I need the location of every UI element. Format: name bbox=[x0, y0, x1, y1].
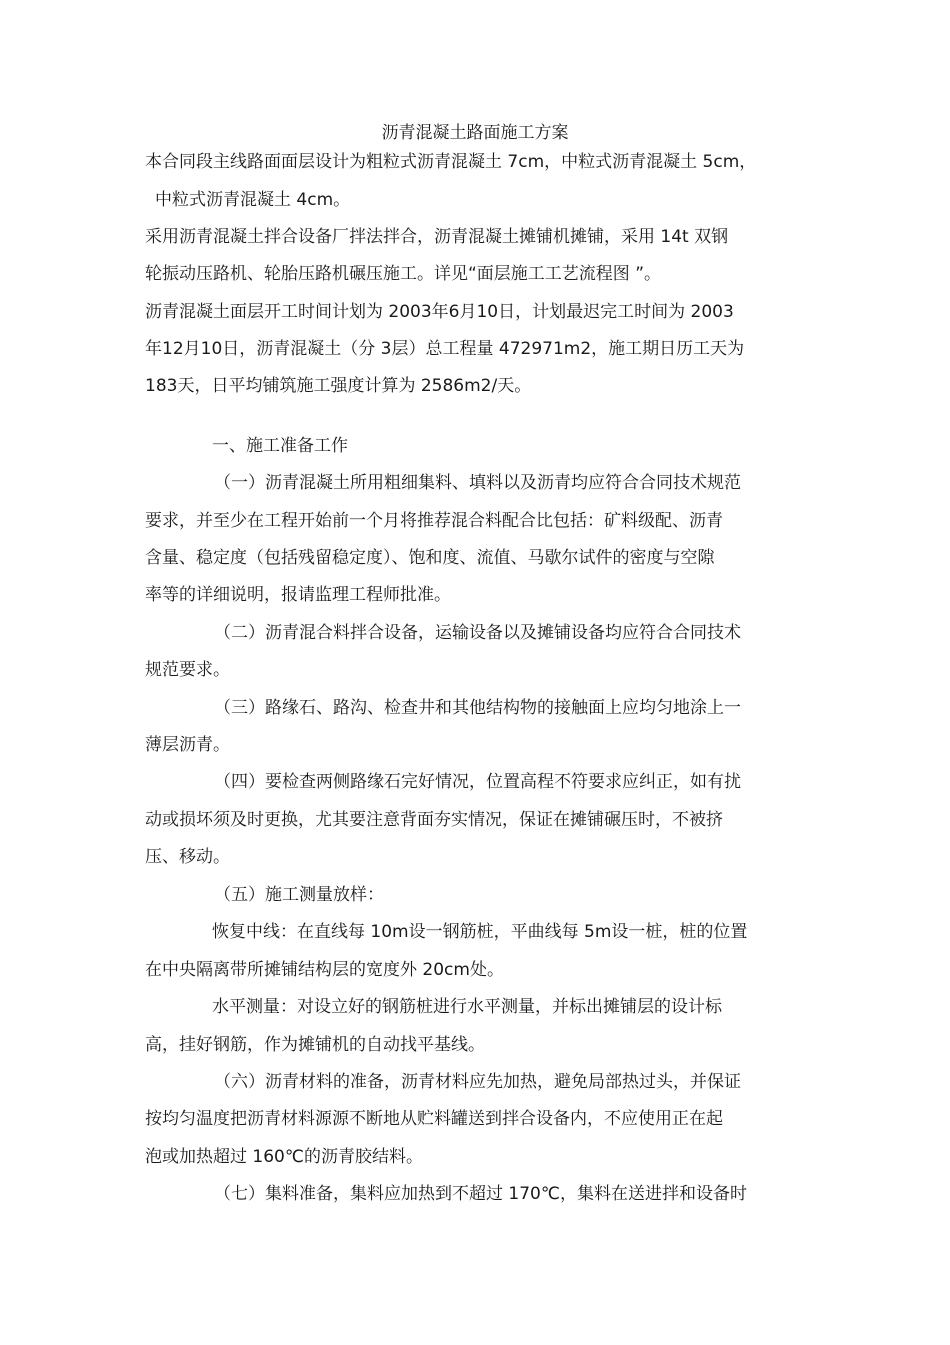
item-1-line-1: （一）沥青混凝土所用粗细集料、填料以及沥青均应符合合同技术规范 bbox=[214, 473, 741, 493]
item-5a-line-1: 恢复中线：在直线每 10m设一钢筋桩，平曲线每 5m设一桩，桩的位置 bbox=[212, 922, 748, 942]
section-heading: 一、施工准备工作 bbox=[212, 436, 348, 456]
item-6-line-3: 泡或加热超过 160℃的沥青胶结料。 bbox=[145, 1147, 423, 1167]
item-2-line-1: （二）沥青混合料拌合设备，运输设备以及摊铺设备均应符合合同技术 bbox=[214, 623, 741, 643]
item-5a-line-2: 在中央隔离带所摊铺结构层的宽度外 20cm处。 bbox=[145, 960, 504, 980]
item-5b-line-1: 水平测量：对设立好的钢筋桩进行水平测量，并标出摊铺层的设计标 bbox=[212, 997, 722, 1017]
item-4-line-1: （四）要检查两侧路缘石完好情况，位置高程不符要求应纠正，如有扰 bbox=[214, 772, 741, 792]
item-1-line-2: 要求，并至少在工程开始前一个月将推荐混合料配合比包括：矿料级配、沥青 bbox=[145, 511, 723, 531]
item-5b-line-2: 高，挂好钢筋，作为摊铺机的自动找平基线。 bbox=[145, 1035, 485, 1055]
item-1-line-3: 含量、稳定度（包括残留稳定度）、饱和度、流值、马歇尔试件的密度与空隙 bbox=[145, 548, 715, 568]
item-6-line-2: 按均匀温度把沥青材料源源不断地从贮料罐送到拌合设备内，不应使用正在起 bbox=[145, 1109, 723, 1129]
item-7-line-1: （七）集料准备，集料应加热到不超过 170℃，集料在送进拌和设备时 bbox=[214, 1184, 747, 1204]
document-title: 沥青混凝土路面施工方案 bbox=[381, 123, 569, 143]
intro-line-2: 中粒式沥青混凝土 4cm。 bbox=[155, 190, 351, 210]
item-1-line-4: 率等的详细说明，报请监理工程师批准。 bbox=[145, 585, 451, 605]
item-4-line-3: 压、移动。 bbox=[145, 847, 230, 867]
intro-line-7: 183天，日平均铺筑施工强度计算为 2586m2/天。 bbox=[145, 376, 532, 396]
intro-line-6: 年12月10日，沥青混凝土（分 3层）总工程量 472971m2，施工期日历工天为 bbox=[145, 339, 745, 359]
item-4-line-2: 动或损坏须及时更换，尤其要注意背面夯实情况，保证在摊铺碾压时，不被挤 bbox=[145, 810, 723, 830]
item-6-line-1: （六）沥青材料的准备，沥青材料应先加热，避免局部热过头，并保证 bbox=[214, 1072, 741, 1092]
intro-line-5: 沥青混凝土面层开工时间计划为 2003年6月10日，计划最迟完工时间为 2003 bbox=[145, 302, 734, 322]
item-3-line-1: （三）路缘石、路沟、检查井和其他结构物的接触面上应均匀地涂上一 bbox=[214, 698, 741, 718]
intro-line-1: 本合同段主线路面面层设计为粗粒式沥青混凝土 7cm，中粒式沥青混凝土 5cm， bbox=[145, 152, 757, 172]
item-3-line-2: 薄层沥青。 bbox=[145, 735, 230, 755]
intro-line-3: 采用沥青混凝土拌合设备厂拌法拌合，沥青混凝土摊铺机摊铺，采用 14t 双钢 bbox=[145, 227, 729, 247]
item-5-line-1: （五）施工测量放样： bbox=[214, 885, 384, 905]
intro-line-4: 轮振动压路机、轮胎压路机碾压施工。详见“面层施工工艺流程图 ”。 bbox=[145, 264, 662, 284]
item-2-line-2: 规范要求。 bbox=[145, 660, 230, 680]
